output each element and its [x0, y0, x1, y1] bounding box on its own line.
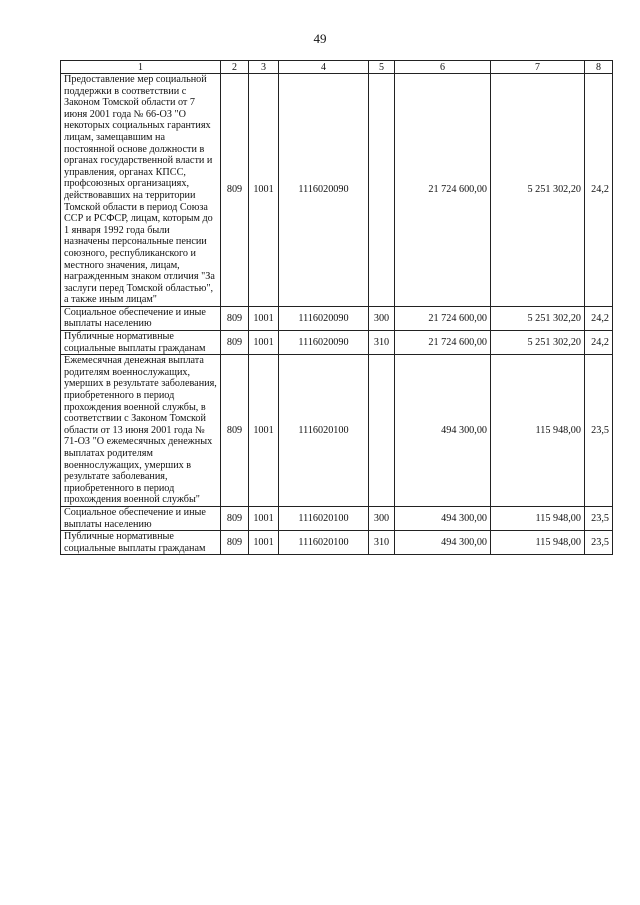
col-header-7: 7: [491, 61, 585, 74]
row-planned-amount: 494 300,00: [395, 355, 491, 507]
col-header-3: 3: [249, 61, 279, 74]
row-target-code: 1116020100: [279, 355, 369, 507]
row-target-code: 1116020090: [279, 74, 369, 307]
row-expense-type: [369, 74, 395, 307]
row-actual-amount: 5 251 302,20: [491, 331, 585, 355]
col-header-8: 8: [585, 61, 613, 74]
header-row: [61, 61, 613, 74]
row-name: Социальное обеспечение и иные выплаты населению: [61, 506, 221, 530]
table-row: [61, 531, 613, 555]
row-expense-type: [369, 355, 395, 507]
col-header-6: 6: [395, 61, 491, 74]
table-row: [61, 331, 613, 355]
row-planned-amount: 21 724 600,00: [395, 306, 491, 330]
row-name: Ежемесячная денежная выплата родителям военнослужащих, умерших в результате заболевания, приобретенного в период прохождения военной службы, в соответствии с Законом Томской области от 13 июня 2001 года № 71-ОЗ "О ежемесячных денежных выплатах родителям военнослужащих, умерших в результате заболевания, приобретенного в период прохождения военной службы": [61, 355, 221, 507]
row-admin-code: 809: [221, 306, 249, 330]
table-row: [61, 306, 613, 330]
col-header-2: 2: [221, 61, 249, 74]
row-actual-amount: 5 251 302,20: [491, 306, 585, 330]
page-number: 49: [313, 31, 327, 46]
row-planned-amount: 21 724 600,00: [395, 74, 491, 307]
row-percent: 24,2: [585, 74, 613, 307]
row-expense-type: 310: [369, 331, 395, 355]
row-name: Предоставление мер социальной поддержки в соответствии с Законом Томской области от 7 июня 2001 года № 66-ОЗ "О некоторых социальных гарантиях лицам, замещавшим на постоянной основе должности в органах государственной власти и управления, органах КПСС, профсоюзных организациях, действовавших на территории Томской области в период Союза ССР и РСФСР, лицам, которым до 1 января 1992 года были назначены персональные пенсии союзного, республиканского и местного значения, лицам, награжденным знаком отличия "За заслуги перед Томской областью", а также иным лицам": [61, 74, 221, 307]
col-header-4: 4: [279, 61, 369, 74]
row-name: Публичные нормативные социальные выплаты гражданам: [61, 331, 221, 355]
row-planned-amount: 494 300,00: [395, 531, 491, 555]
table-row: [61, 506, 613, 530]
budget-table: [60, 60, 613, 555]
row-section-code: 1001: [249, 355, 279, 507]
row-percent: 23,5: [585, 355, 613, 507]
row-admin-code: 809: [221, 355, 249, 507]
table-row: [61, 355, 613, 507]
row-percent: 23,5: [585, 531, 613, 555]
row-section-code: 1001: [249, 306, 279, 330]
row-name: Социальное обеспечение и иные выплаты населению: [61, 306, 221, 330]
table-row: [61, 74, 613, 307]
row-percent: 24,2: [585, 306, 613, 330]
row-target-code: 1116020090: [279, 306, 369, 330]
row-admin-code: 809: [221, 531, 249, 555]
row-target-code: 1116020090: [279, 331, 369, 355]
col-header-1: 1: [61, 61, 221, 74]
row-actual-amount: 5 251 302,20: [491, 74, 585, 307]
row-planned-amount: 494 300,00: [395, 506, 491, 530]
row-planned-amount: 21 724 600,00: [395, 331, 491, 355]
row-admin-code: 809: [221, 74, 249, 307]
row-expense-type: 300: [369, 306, 395, 330]
row-section-code: 1001: [249, 74, 279, 307]
row-target-code: 1116020100: [279, 531, 369, 555]
row-section-code: 1001: [249, 531, 279, 555]
row-expense-type: 300: [369, 506, 395, 530]
row-actual-amount: 115 948,00: [491, 506, 585, 530]
row-section-code: 1001: [249, 506, 279, 530]
row-admin-code: 809: [221, 506, 249, 530]
col-header-5: 5: [369, 61, 395, 74]
row-section-code: 1001: [249, 331, 279, 355]
row-percent: 23,5: [585, 506, 613, 530]
row-target-code: 1116020100: [279, 506, 369, 530]
row-actual-amount: 115 948,00: [491, 355, 585, 507]
row-actual-amount: 115 948,00: [491, 531, 585, 555]
row-admin-code: 809: [221, 331, 249, 355]
row-percent: 24,2: [585, 331, 613, 355]
row-name: Публичные нормативные социальные выплаты гражданам: [61, 531, 221, 555]
row-expense-type: 310: [369, 531, 395, 555]
